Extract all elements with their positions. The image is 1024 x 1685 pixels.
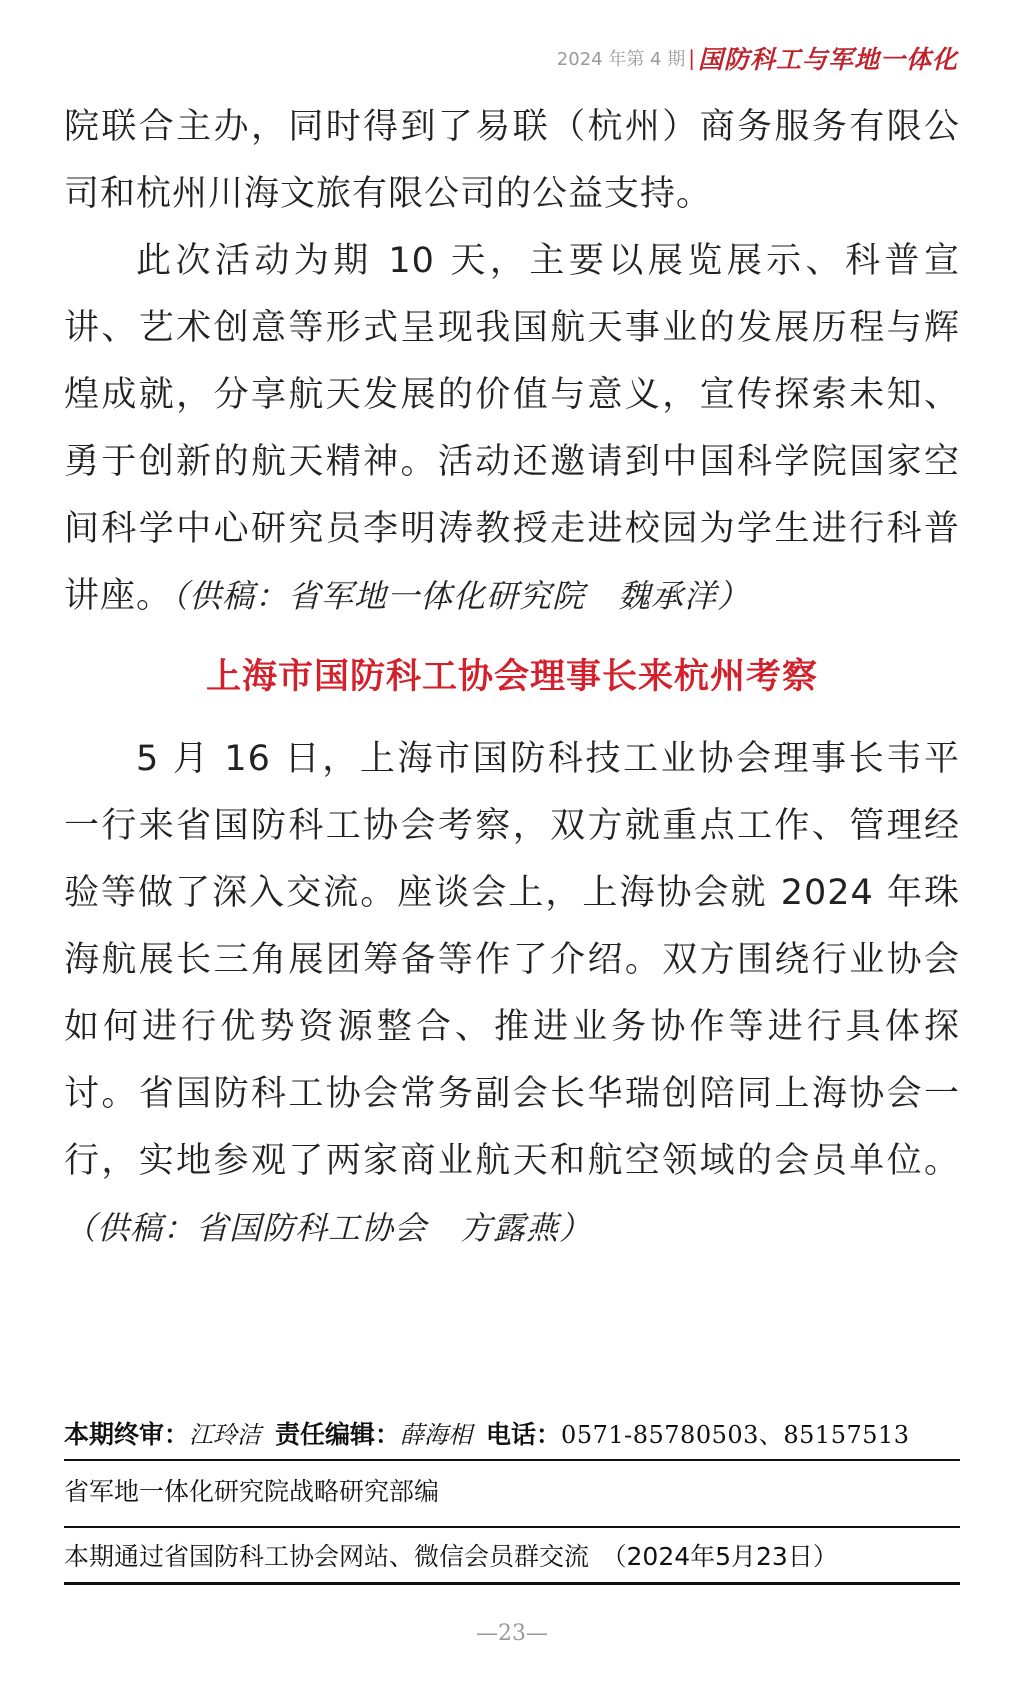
page-body [64,94,960,1262]
editor-name: 薛海相 [400,1421,473,1449]
article2-paragraph-text: 5 月 16 日，上海市国防科技工业协会理事长韦平一行来省国防科工协会考察，双方就重点工作、管理经验等做了深入交流。座谈会上，上海协会就 2024 年珠海航展长三角展团筹备等作了介绍。双方围绕行业协会如何进行优势资源整合、推进业务协作等进行具体探讨。省国防科工协会常务副会长华瑞创陪同上海协会一行，实地参观了两家商业航天和航空领域的会员单位。 [64,739,960,1181]
phone-value: 0571-85780503、85157513 [561,1421,910,1449]
article1-paragraph-1: 院联合主办，同时得到了易联（杭州）商务服务有限公司和杭州川海文旅有限公司的公益支持。 [64,107,960,214]
final-review-label: 本期终审： [64,1420,190,1449]
colophon-editors-row [64,1420,960,1461]
page-number: —23— [476,1621,548,1646]
final-review-name: 江玲洁 [189,1421,262,1449]
distribution-note: 本期通过省国防科工协会网站、微信会员群交流 （2024年5月23日） [64,1542,960,1585]
colophon [64,1420,960,1585]
phone-label: 电话： [486,1420,562,1449]
article2-credit: （供稿：省国防科工协会 方露燕） [64,1209,593,1247]
running-header [557,40,958,76]
publication-logo: 国防科工与军地一体化 [697,45,958,74]
editor-label: 责任编辑： [275,1420,401,1449]
header-separator: | [688,46,695,70]
article1-paragraph-2 [64,228,960,630]
compiled-by: 省军地一体化研究院战略研究部编 [64,1477,960,1528]
article2-paragraph [64,726,960,1262]
article1-paragraph-2-text: 此次活动为期 10 天，主要以展览展示、科普宣讲、艺术创意等形式呈现我国航天事业的发展历程与辉煌成就，分享航天发展的价值与意义，宣传探索未知、勇于创新的航天精神。活动还邀请到中国科学院国家空间科学中心研究员李明涛教授走进校园为学生进行科普讲座。 [64,241,960,616]
article2-headline: 上海市国防科工协会理事长来杭州考察 [205,657,818,697]
article1-credit: （供稿：省军地一体化研究院 魏承洋） [172,577,751,615]
issue-label: 2024 年第 4 期 [556,49,686,70]
